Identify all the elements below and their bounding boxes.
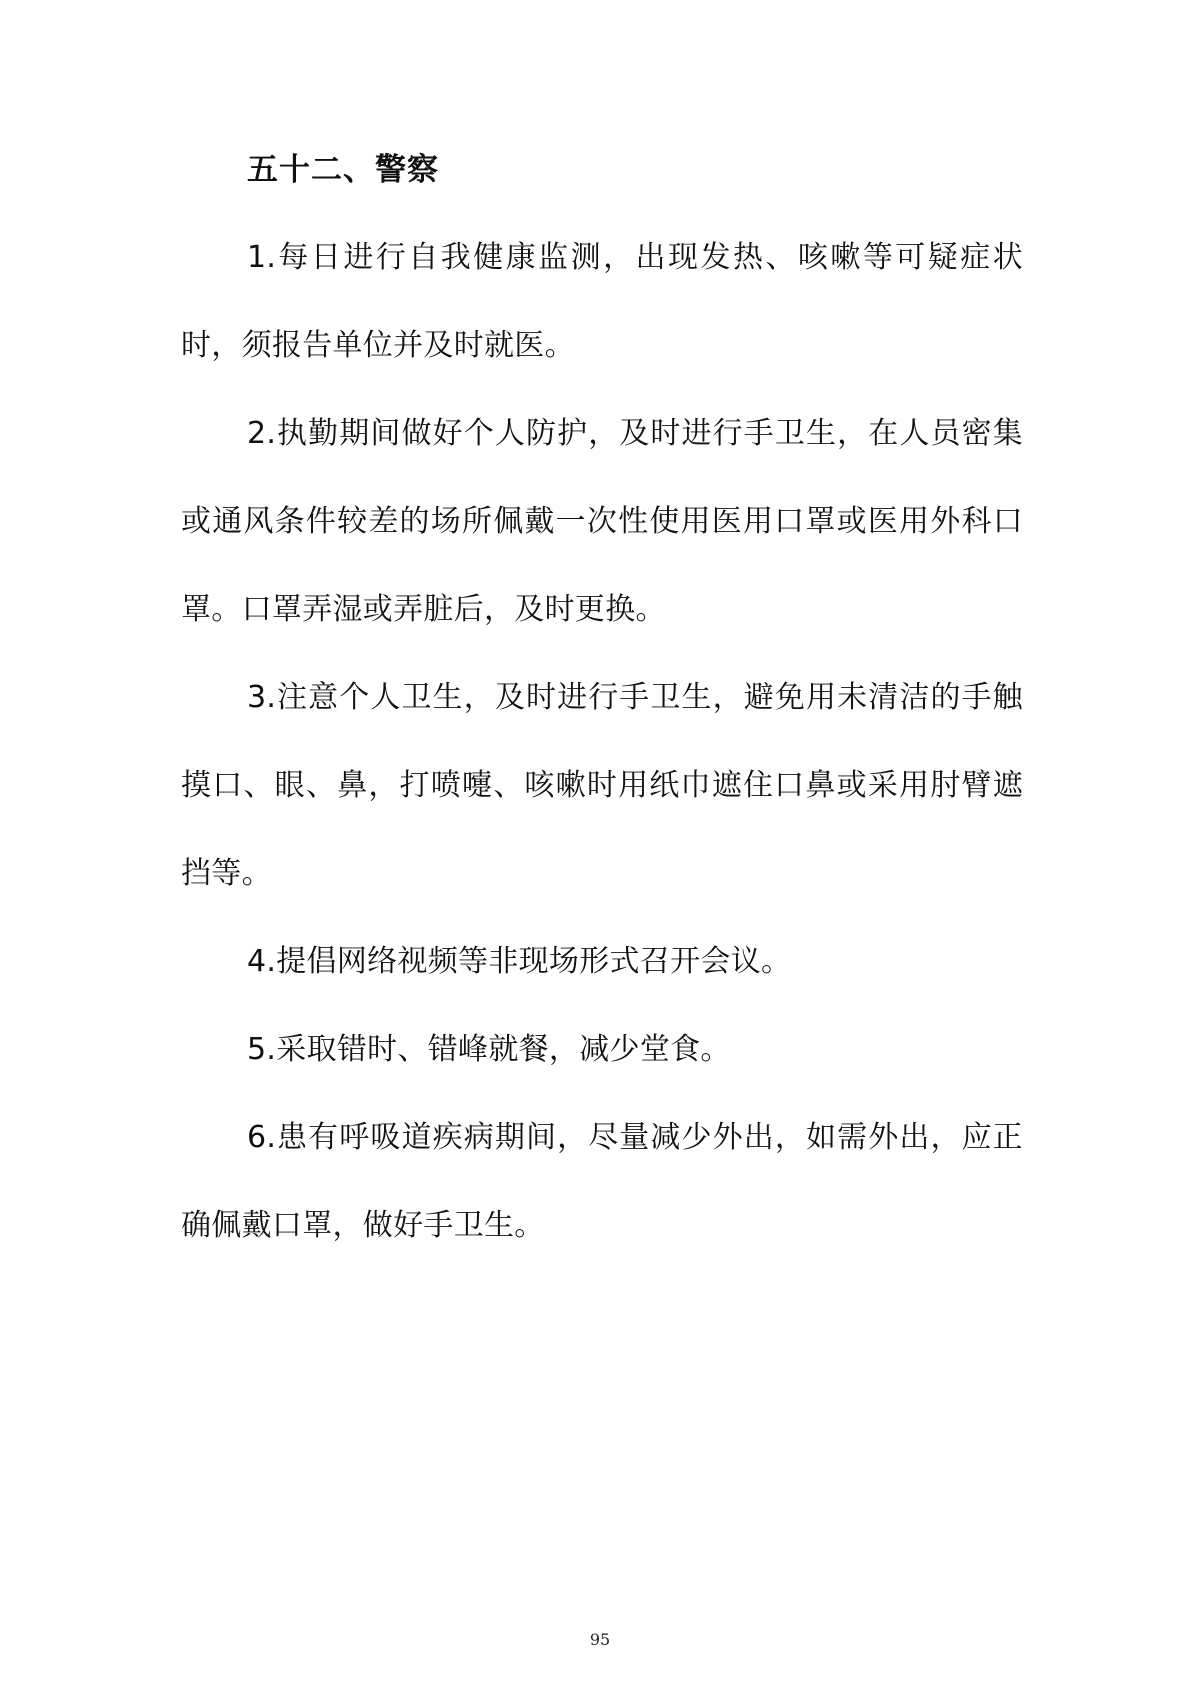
paragraph-1: 1.每日进行自我健康监测，出现发热、咳嗽等可疑症状时，须报告单位并及时就医。 — [181, 240, 1023, 363]
paragraph-3: 3.注意个人卫生，及时进行手卫生，避免用未清洁的手触摸口、眼、鼻，打喷嚏、咳嗽时用纸巾遮住口鼻或采用肘臂遮挡等。 — [181, 680, 1023, 891]
paragraph-5: 5.采取错时、错峰就餐，减少堂食。 — [247, 1032, 731, 1067]
section-heading: 五十二、警察 — [247, 152, 439, 188]
document-body — [181, 140, 1023, 1270]
paragraph-4: 4.提倡网络视频等非现场形式召开会议。 — [247, 944, 792, 979]
page-number: 95 — [589, 1630, 611, 1649]
paragraph-2: 2.执勤期间做好个人防护，及时进行手卫生，在人员密集或通风条件较差的场所佩戴一次性使用医用口罩或医用外科口罩。口罩弄湿或弄脏后，及时更换。 — [181, 416, 1023, 627]
paragraph-6: 6.患有呼吸道疾病期间，尽量减少外出，如需外出，应正确佩戴口罩，做好手卫生。 — [181, 1120, 1023, 1243]
